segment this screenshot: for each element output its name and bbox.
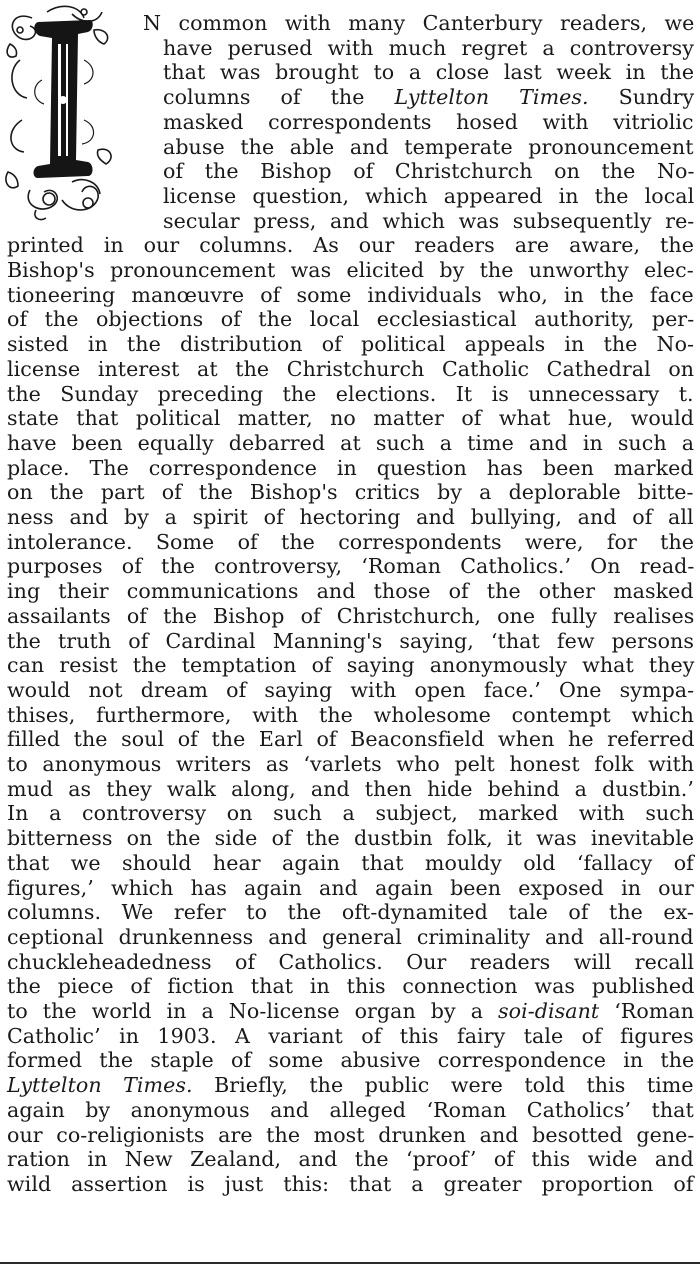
text-line: formed the staple of some abusive correspondence in the [7,1048,695,1073]
text-line: our co-religionists are the most drunken and besotted gene- [7,1122,695,1147]
text-line: the truth of Cardinal Manning's saying, ‘that few persons [7,628,694,653]
italic-text: Lyttelton Times. [7,1073,193,1098]
text-line: printed in our columns. As our readers are aware, the [7,233,694,258]
text-line: would not dream of saying with open face.’ One sympa- [7,677,695,702]
bottom-rule [0,1262,700,1264]
text-line: ceptional drunkenness and general criminality and all-round [7,924,694,949]
text-line: columns. We refer to the oft-dynamited tale of the ex- [7,900,694,925]
text-line: ing their communications and those of the other masked [7,579,694,604]
text-line: In a controversy on such a subject, marked with such [7,801,695,826]
text-run: to the world in a No-license organ by a [7,999,499,1023]
text-line: on the part of the Bishop's critics by a deplorable bitte- [7,480,694,505]
text-line: mud as they walk along, and then hide behind a dustbin.’ [7,776,694,801]
text-run: columns of the [163,85,395,110]
text-line: purposes of the controversy, ‘Roman Catholics.’ On read- [7,554,695,579]
text-line: sisted in the distribution of political appeals in the No- [7,332,695,357]
text-line: N common with many Canterbury readers, we [143,11,695,35]
italic-text: soi-disant [498,999,600,1023]
text-line: of the Bishop of Christchurch on the No- [163,159,695,184]
ornamental-drop-cap-i [2,0,127,225]
text-line [7,1072,694,1098]
text-line: have perused with much regret a controversy [163,35,694,60]
text-line: to anonymous writers as ‘varlets who pelt honest folk with [7,752,695,776]
text-line: Catholic’ in 1903. A variant of this fairy tale of figures [7,1023,694,1048]
text-line: bitterness on the side of the dustbin folk, it was inevitable [7,826,695,851]
text-run: Briefly, the public were told this time [192,1073,694,1098]
text-line: have been equally debarred at such a time and in such a [7,430,695,455]
text-line [163,84,694,110]
text-line: abuse the able and temperate pronouncement [163,134,694,159]
text-line: filled the soul of the Earl of Beaconsfield when he referred [7,727,695,752]
text-line: wild assertion is just this: that a greater proportion of [7,1171,694,1196]
text-line: the piece of fiction that in this connection was published [7,974,695,999]
text-line: masked correspondents hosed with vitriolic [163,109,694,134]
text-line: of the objections of the local ecclesiastical authority, per- [7,307,695,332]
text-line: place. The correspondence in question has been marked [7,455,694,480]
text-line: can resist the temptation of saying anonymously what they [7,653,695,678]
text-line: intolerance. Some of the correspondents were, for the [7,529,695,554]
text-line: license question, which appeared in the local [163,183,695,208]
text-line: secular press, and which was subsequently re- [163,208,695,233]
text-line: thises, furthermore, with the wholesome contempt which [7,702,694,727]
text-run: ‘Roman [599,999,695,1023]
text-line: that we should hear again that mouldy old ‘fallacy of [7,850,694,875]
text-line: license interest at the Christchurch Catholic Cathedral on [7,356,695,381]
text-line: ness and by a spirit of hectoring and bullying, and of all [7,505,694,529]
text-line: assailants of the Bishop of Christchurch, one fully realises [7,603,695,628]
text-line: Bishop's pronouncement was elicited by the unworthy elec- [7,258,694,282]
text-line: state that political matter, no matter of what hue, would [7,406,694,431]
text-line: again by anonymous and alleged ‘Roman Catholics’ that [7,1097,694,1122]
text-line: figures,’ which has again and again been exposed in our [7,875,694,900]
text-line: ration in New Zealand, and the ‘proof’ of this wide and [7,1147,694,1172]
text-run: Sundry [588,85,695,110]
text-line [7,998,694,1024]
text-line: chuckleheadedness of Catholics. Our readers will recall [7,949,695,974]
text-line: tioneering manœuvre of some individuals who, in the face [7,282,694,307]
text-line: the Sunday preceding the elections. It is unnecessary t. [7,381,694,406]
italic-text: Lyttelton Times. [394,85,589,110]
text-line: that was brought to a close last week in the [163,60,695,85]
